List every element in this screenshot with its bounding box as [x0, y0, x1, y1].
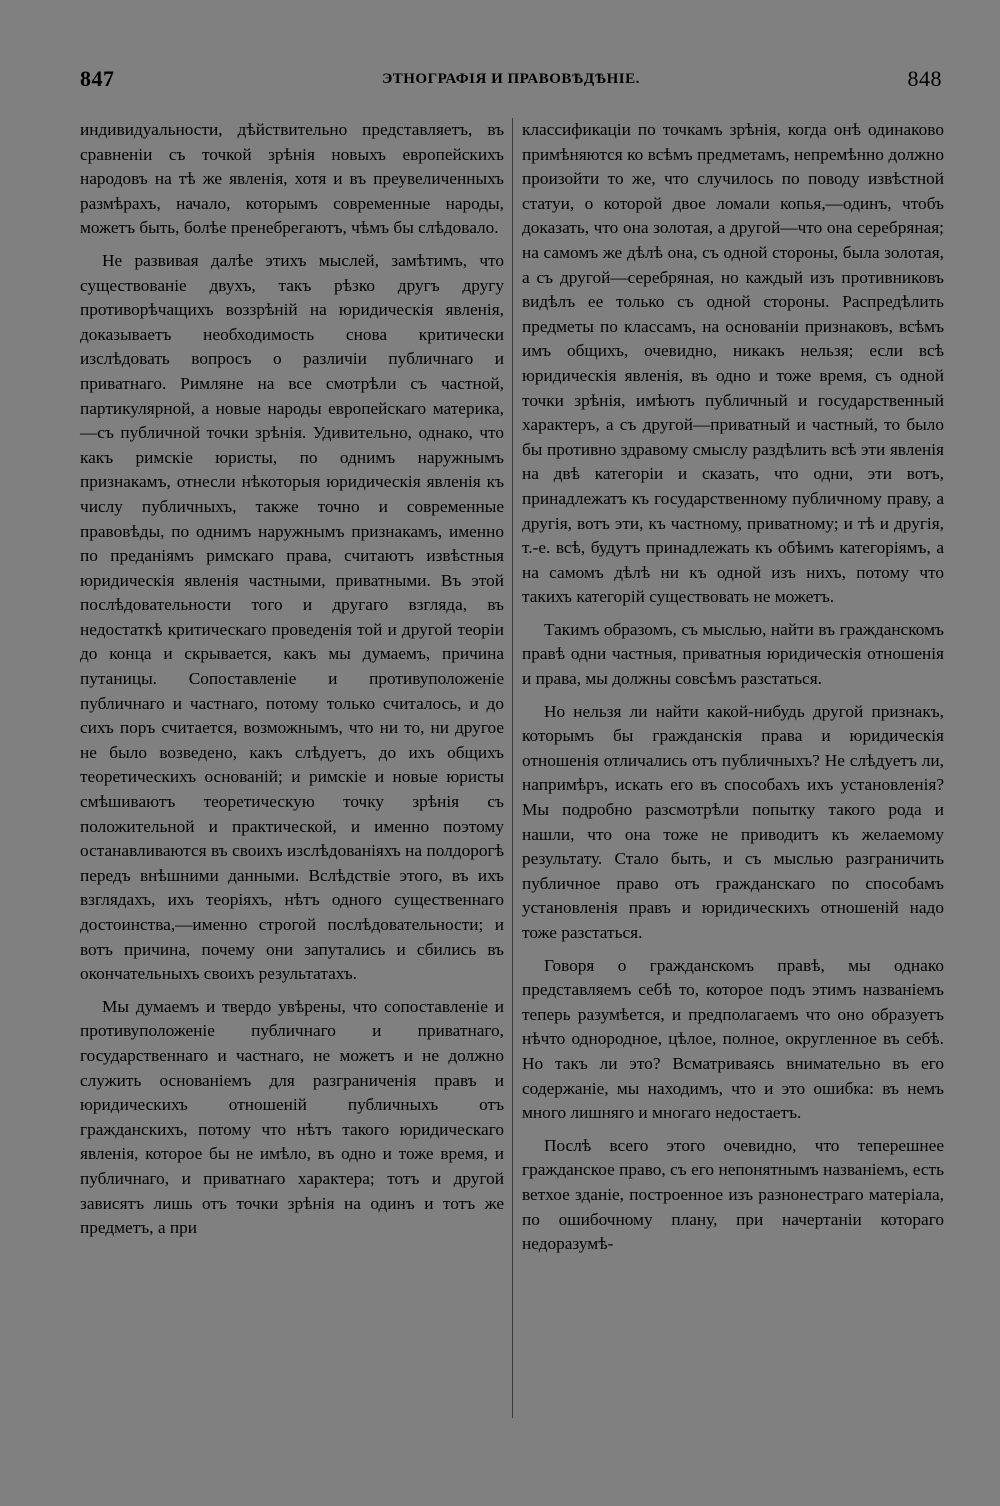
left-column	[80, 118, 504, 1249]
paragraph: Такимъ образомъ, съ мыслью, найти въ гражданскомъ правѣ одни частныя, приватныя юридическія отношенія и права, мы должны совсѣмъ разстаться.	[522, 619, 944, 689]
running-header	[80, 66, 942, 96]
column-divider	[512, 118, 513, 1418]
paragraph: Мы думаемъ и твердо увѣрены, что сопоставленіе и противуположеніе публичнаго и приватнаго, государственнаго и частнаго, не можетъ и не должно служить основаніемъ для разграниченія правъ и юридическихъ отношеній публичныхъ отъ гражданскихъ, потому что нѣтъ такого юридическаго явленія, которое бы не имѣло, въ одно и тоже время, и публичнаго, и приватнаго характера; тотъ и другой зависятъ лишь отъ точки зрѣнія на одинъ и тотъ же предметъ, а при	[80, 996, 504, 1238]
right-column	[522, 118, 944, 1265]
paragraph: Послѣ всего этого очевидно, что теперешнее гражданское право, съ его непонятнымъ названіемъ, есть ветхое зданіе, построенное изъ разнонестраго матеріала, по ошибочному плану, при начертаніи котораго недоразумѣ-	[522, 1135, 944, 1254]
paragraph: Говоря о гражданскомъ правѣ, мы однако представляемъ себѣ то, которое подъ этимъ названіемъ теперь разумѣется, и предполагаемъ что оно образуетъ нѣчто однородное, цѣлое, полное, округленное въ себѣ. Но такъ ли это? Всматриваясь внимательно въ его содержаніе, мы находимъ, что и это ошибка: въ немъ много лишняго и многаго недостаетъ.	[522, 955, 944, 1123]
paragraph: Не развивая далѣе этихъ мыслей, замѣтимъ, что существованіе двухъ, такъ рѣзко другъ другу противорѣчащихъ воззрѣній на юридическія явленія, доказываетъ необходимость снова критически изслѣдовать вопросъ о различіи публичнаго и приватнаго. Римляне на все смотрѣли съ частной, партикулярной, а новые народы европейскаго материка,—съ публичной точки зрѣнія. Удивительно, однако, что какъ римскіе юристы, по однимъ наружнымъ признакамъ, отнесли нѣкоторыя юридическія явленія къ числу публичныхъ, также точно и современные правовѣды, по однимъ наружнымъ признакамъ, именно по преданіямъ римскаго права, считаютъ извѣстныя юридическія явленія частными, приватными. Въ этой послѣдовательности того и другаго взгляда, въ недостаткѣ критическаго проведенія той и другой теоріи до конца и скрывается, какъ мы думаемъ, причина путаницы. Сопоставленіе и противуположеніе публичнаго и частнаго, потому только считалось, и до сихъ поръ считается, возможнымъ, что ни то, ни другое не было возведено, какъ слѣдуетъ, до ихъ общихъ теоретическихъ основаній; и римскіе и новые юристы смѣшиваютъ теоретическую точку зрѣнія съ положительной и практической, и именно поэтому останавливаются въ своихъ изслѣдованіяхъ на полдорогѣ передъ внѣшними данными. Вслѣдствіе этого, въ ихъ взглядахъ, ихъ теоріяхъ, нѣтъ одного существеннаго достоинства,—именно строгой послѣдовательности; и вотъ причина, почему они запутались и сбились въ окончательныхъ своихъ результатахъ.	[80, 250, 504, 984]
page-number-left: 847	[80, 66, 115, 91]
running-title: ЭТНОГРАФІЯ И ПРАВОВѢДѢНІЕ.	[382, 71, 640, 87]
paragraph: классификаціи по точкамъ зрѣнія, когда онѣ одинаково примѣняются ко всѣмъ предметамъ, непремѣнно должно произойти то же, что случилось по поводу извѣстной статуи, о которой двое ломали копья,—одинъ, чтобъ доказать, что она золотая, а другой—что она серебряная; на самомъ же дѣлѣ она, съ одной стороны, была золотая, а съ другой—серебряная, но каждый изъ противниковъ видѣлъ ее только съ одной стороны. Распредѣлить предметы по классамъ, на основаніи признаковъ, всѣмъ имъ общихъ, очевидно, никакъ нельзя; если всѣ юридическія явленія, въ одно и тоже время, съ одной точки зрѣнія, имѣютъ публичный и государственный характеръ, а съ другой—приватный и частный, то было бы противно здравому смыслу раздѣлить всѣ эти явленія на двѣ категоріи и сказать, что одни, эти вотъ, принадлежатъ къ государственному публичному праву, а другія, вотъ эти, къ частному, приватному; и тѣ и другія, т.-е. всѣ, будутъ принадлежать къ обѣимъ категоріямъ, а на самомъ дѣлѣ ни къ одной изъ нихъ, потому что такихъ категорій существовать не можетъ.	[522, 120, 944, 607]
page-number-right: 848	[907, 66, 942, 91]
paragraph: индивидуальности, дѣйствительно представляетъ, въ сравненіи съ точкой зрѣнія новыхъ европейскихъ народовъ на тѣ же явленія, хотя и въ преувеличенныхъ размѣрахъ, начало, которымъ современные народы, можетъ быть, болѣе пренебрегаютъ, чѣмъ бы слѣдовало.	[80, 120, 504, 238]
paragraph: Но нельзя ли найти какой-нибудь другой признакъ, которымъ бы гражданскія права и юридическія отношенія отличались отъ публичныхъ? Не слѣдуетъ ли, напримѣръ, искать его въ способахъ ихъ установленія? Мы подробно разсмотрѣли попытку такого рода и нашли, что она тоже не приводитъ къ желаемому результату. Стало быть, и съ мыслью разграничить публичное право отъ гражданскаго по способамъ установленія правъ и юридическихъ отношеній надо тоже разстаться.	[522, 701, 944, 942]
